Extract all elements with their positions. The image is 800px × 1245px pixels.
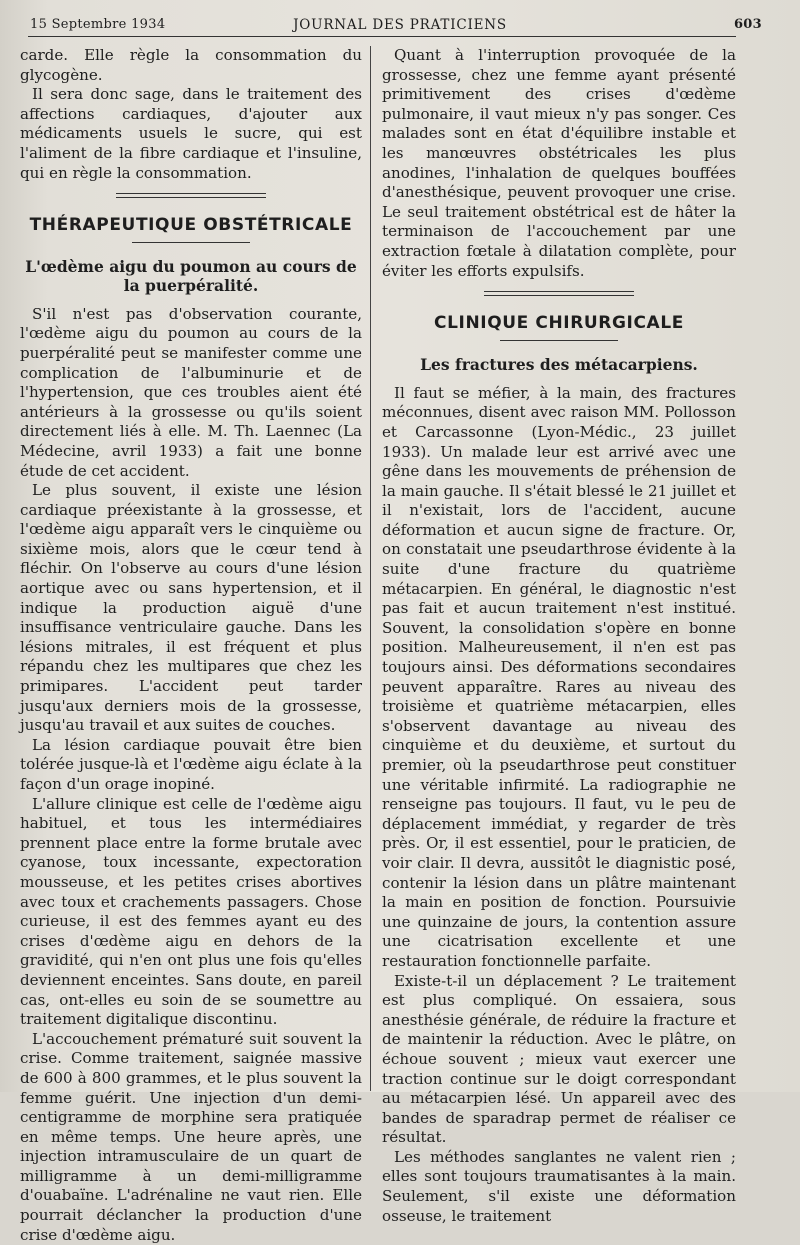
left-intro-paragraph: Il sera donc sage, dans le traitement des affections cardiaques, d'ajouter aux médicaments usuels le sucre, qui est l'aliment de la fibre cardiaque et l'insuline, qui en règle la consommation. [20,85,362,182]
column-divider [370,46,371,1091]
article-paragraph: La lésion cardiaque pouvait être bien tolérée jusque-là et l'œdème aigu éclate à la façon d'un orage inopiné. [20,735,362,793]
section-separator [484,291,634,296]
right-intro-paragraph: Quant à l'interruption provoquée de la grossesse, chez une femme ayant présenté primitivement des crises d'œdème pulmonaire, il vaut mieux n'y pas songer. Ces malades sont en état d'équilibre instable et les manœuvres obstétricales les plus anodines, l'inhalation de quelques bouffées d'anesthésique, peuvent provoquer une crise. Le seul traitement obstétrical est de hâter la terminaison de l'accouchement par une extraction fœtale à dilatation complète, pour éviter les efforts expulsifs. [382,46,736,280]
section-underline [132,242,250,243]
article-paragraph: L'accouchement prématuré suit souvent la crise. Comme traitement, saignée massive de 600 à 800 grammes, et le plus souvent la femme guérit. Une injection d'un demi-centigramme de morphine sera pratiquée en même temps. Une heure après, une injection intramusculaire de un quart de milligramme à un demi-milligramme d'ouabaïne. L'adrénaline ne vaut rien. Elle pourrait déclancher la production d'une crise d'œdème aigu. [20,1029,362,1244]
section-title-chirurgie: CLINIQUE CHIRURGICALE [434,313,684,334]
header-date: 15 Septembre 1934 [30,17,166,32]
left-intro-paragraph: carde. Elle règle la consommation du glycogène. [20,46,362,84]
article-title-fractures: Les fractures des métacarpiens. [420,354,698,374]
article-paragraph: Il faut se méfier, à la main, des fractures méconnues, disent avec raison MM. Pollosson et Carcassonne (Lyon-Médic., 23 juillet 1933). Un malade leur est arrivé avec une gêne dans les mouvements de préhension de la main gauche. Il s'était blessé le 21 juillet et il n'existait, lors de l'accident, aucune déformation et aucun signe de fracture. Or, on constatait une pseudarthrose évidente à la suite d'une fracture du quatrième métacarpien. En général, le diagnostic n'est pas fait et aucun traitement n'est institué. Souvent, la consolidation s'opère en bonne position. Malheureusement, il n'en est pas toujours ainsi. Des déformations secondaires peuvent apparaître. Rares au niveau des troisième et quatrième métacarpien, elles s'observent davantage au niveau des cinquième et du deuxième, et surtout du premier, où la pseudarthrose peut constituer une véritable infirmité. La radiographie ne renseigne pas toujours. Il faut, vu le peu de déplacement immédiat, y regarder de très près. Or, il est essentiel, pour le praticien, de voir clair. Il devra, aussitôt le diagnistic posé, contenir la lésion dans un plâtre maintenant la main en position de fonction. Poursuivie une quinzaine de jours, la contention assure une cicatrisation excellente et une restauration fonctionnelle parfaite. [382,383,736,970]
right-column [382,46,736,1226]
header-rule [28,36,736,37]
section-separator [116,193,266,198]
left-column [20,46,362,1245]
article-paragraph: Le plus souvent, il existe une lésion cardiaque préexistante à la grossesse, et l'œdème aigu apparaît vers le cinquième ou sixième mois, alors que le cœur tend à fléchir. On l'observe au cours d'une lésion aortique avec ou sans hypertension, et il indique la production aiguë d'une insuffisance ventriculaire gauche. Dans les lésions mitrales, il est fréquent et plus répandu chez les multipares que chez les primipares. L'accident peut tarder jusqu'aux derniers mois de la grossesse, jusqu'au travail et aux suites de couches. [20,481,362,735]
section-title-obstetrique: THÉRAPEUTIQUE OBSTÉTRICALE [29,215,353,236]
article-paragraph: Les méthodes sanglantes ne valent rien ; elles sont toujours traumatisantes à la main. Seulement, s'il existe une déformation osseuse, le traitement [382,1147,736,1225]
article-title-oedeme: L'œdème aigu du poumon au cours de la puerpéralité. [25,256,357,295]
article-paragraph: L'allure clinique est celle de l'œdème aigu habituel, et tous les intermédiaires prennent place entre la forme brutale avec cyanose, toux incessante, expectoration mousseuse, et les petites crises abortives avec toux et crachements passagers. Chose curieuse, il est des femmes ayant eu des crises d'œdème aigu en dehors de la gravidité, qui n'en ont plus une fois qu'elles deviennent enceintes. Sans doute, en pareil cas, ont-elles eu soin de se soumettre au traitement digitalique discontinu. [20,794,362,1029]
page-header [30,14,770,36]
page-number: 603 [733,17,762,32]
section-underline [500,340,618,341]
article-paragraph: Existe-t-il un déplacement ? Le traitement est plus compliqué. On essaiera, sous anesthésie générale, de réduire la fracture et de maintenir la réduction. Avec le plâtre, on échoue souvent ; mieux vaut exercer une traction continue sur le doigt correspondant au métacarpien lésé. Un appareil avec des bandes de sparadrap permet de réaliser ce résultat. [382,971,736,1147]
article-paragraph: S'il n'est pas d'observation courante, l'œdème aigu du poumon au cours de la puerpéralité peut se manifester comme une complication de l'albuminurie et de l'hypertension, que ces troubles aient été antérieurs à la grossesse ou qu'ils soient directement liés à elle. M. Th. Laennec (La Médecine, avril 1933) a fait une bonne étude de cet accident. [20,304,362,480]
journal-title: JOURNAL DES PRATICIENS [293,17,507,33]
